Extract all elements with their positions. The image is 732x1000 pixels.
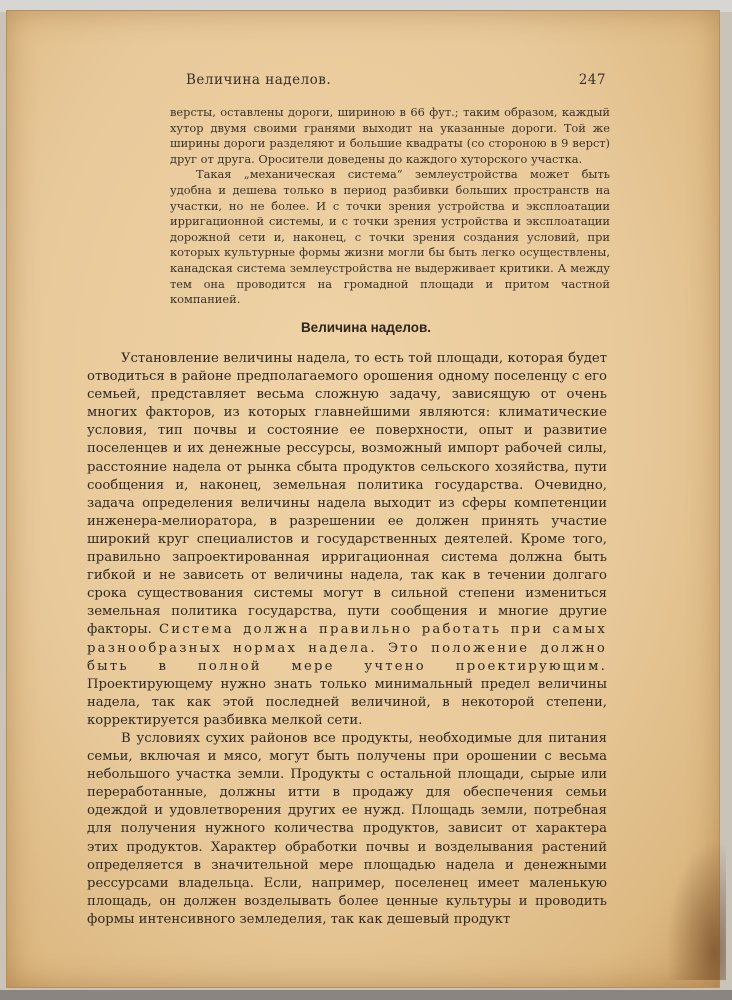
intro-paragraph: версты, оставлены дороги, шириною в 66 фут.; таким образом, каждый хутор двумя своими гранями выходит на указанные дороги. Той же ширины дороги разделяют и большие квадраты (со стороною в 9 верст) друг от друга. Оросители доведены до каждого хуторского участка.	[170, 105, 610, 166]
section-title: Величина наделов.	[300, 320, 432, 335]
scan-bottom-edge	[0, 990, 732, 1000]
body-paragraph	[87, 350, 607, 730]
main-text-block	[87, 350, 607, 929]
page-stain	[666, 840, 726, 980]
body-paragraph: В условиях сухих районов все продукты, необходимые для питания семьи, включая и мясо, могут быть получены при орошении с весьма небольшого участка земли. Продукты с остальной площади, сырые или переработанные, должны итти в продажу для обеспечения семьи одеждой и удовлетворения других ее нужд. Площадь земли, потребная для получения нужного количества продуктов, зависит от характера этих продуктов. Характер обработки почвы и возделывания растений определяется в значительной мере площадью надела и денежными рессурсами владельца. Если, например, поселенец имеет маленькую площадь, он должен возделывать более ценные культуры и проводить формы интенсивного земледелия, так как дешевый продукт	[87, 730, 607, 927]
page-header	[186, 72, 606, 88]
emphasized-text: Система должна правильно работать при самых разнообразных нормах надела. Это положение должно быть в полной мере учтено проектирующим.	[87, 622, 607, 674]
intro-paragraph: Такая „механическая система“ землеустройства может быть удобна и дешева только в период разбивки больших пространств на участки, но не более. И с точки зрения устройства и эксплоатации ирригационной системы, и с точки зрения устройства и эксплоатации дорожной сети и, наконец, с точки зрения создания условий, при которых культурные формы жизни могли бы быть легко осуществлены, канадская система землеустройства не выдерживает критики. А между тем она проводится на громадной площади и притом частной компанией.	[170, 167, 610, 307]
running-title: Величина наделов.	[186, 72, 332, 88]
intro-text-block	[170, 105, 610, 308]
page-number: 247	[578, 72, 606, 88]
body-text-run: Проектирующему нужно знать только минимальный предел величины надела, так как этой последней величиной, в некоторой степени, корректируется разбивка мелкой сети.	[87, 676, 607, 728]
body-text-run: Установление величины надела, то есть той площади, которая будет отводиться в районе предполагаемого орошения одному поселенцу с его семьей, представляет весьма сложную задачу, зависящую от очень многих факторов, из которых главнейшими являются: климатические условия, тип почвы и состояние ее поверхности, опыт и развитие поселенцев и их денежные рессурсы, возможный импорт рабочей силы, расстояние надела от рынка сбыта продуктов сельского хозяйства, пути сообщения и, наконец, земельная политика государства. Очевидно, задача определения величины надела выходит из сферы компетенции инженера-мелиоратора, в разрешении ее должен принять участие широкий круг специалистов и государственных деятелей. Кроме того, правильно запроектированная ирригационная система должна быть гибкой и не зависеть от величины надела, так как в течении долгаго срока существования системы могут в сильной степени измениться земельная политика государства, пути сообщения и многие другие факторы.	[87, 351, 607, 638]
